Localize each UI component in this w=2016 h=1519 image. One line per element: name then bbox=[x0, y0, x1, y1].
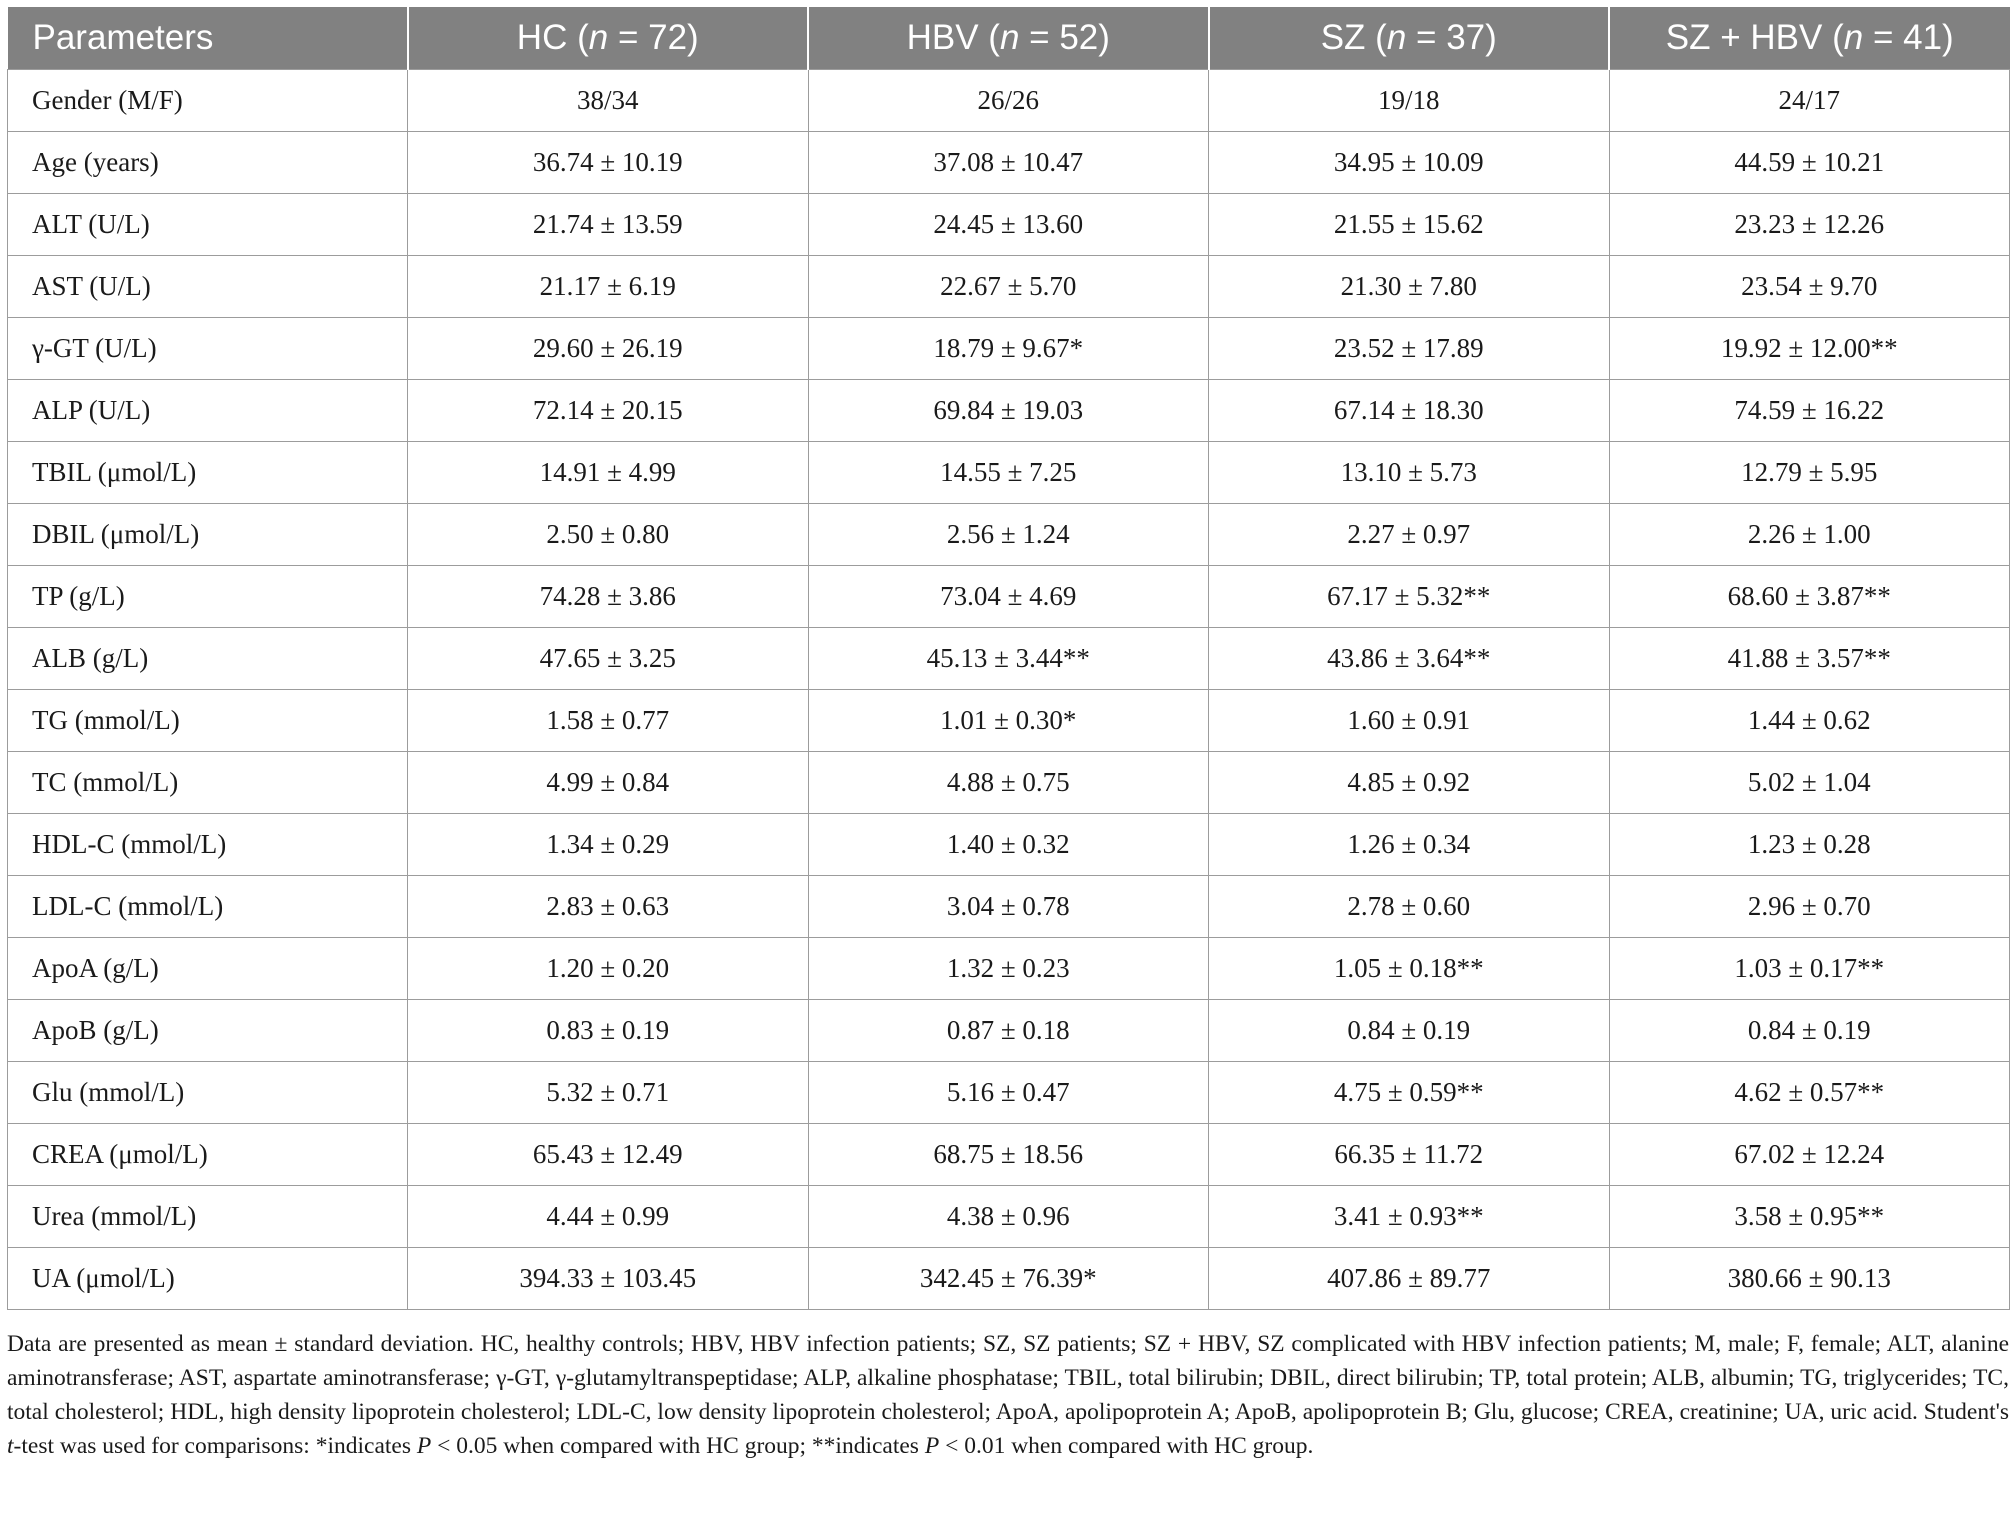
table-cell: 0.84 ± 0.19 bbox=[1609, 1000, 2010, 1062]
header-n-value: 52 bbox=[1059, 18, 1099, 57]
table-cell: 2.26 ± 1.00 bbox=[1609, 504, 2010, 566]
header-hbv: HBV (n = 52) bbox=[808, 7, 1209, 70]
table-cell: 1.26 ± 0.34 bbox=[1209, 814, 1610, 876]
header-parameters: Parameters bbox=[8, 7, 408, 70]
table-cell: 4.62 ± 0.57** bbox=[1609, 1062, 2010, 1124]
row-parameter: TC (mmol/L) bbox=[8, 752, 408, 814]
row-parameter: TG (mmol/L) bbox=[8, 690, 408, 752]
header-group-name: SZ bbox=[1320, 18, 1366, 57]
table-figure bbox=[7, 7, 2009, 1463]
table-cell: 5.02 ± 1.04 bbox=[1609, 752, 2010, 814]
row-parameter: Age (years) bbox=[8, 132, 408, 194]
table-cell: 14.91 ± 4.99 bbox=[408, 442, 809, 504]
table-body bbox=[8, 70, 2010, 1310]
table-row bbox=[8, 442, 2010, 504]
footnote-text: Data are presented as mean ± standard deviation. HC, healthy controls; HBV, HBV infection patients; SZ, SZ patients; SZ + HBV, SZ complicated with HBV infection patients; M, male; F, female; ALT, alanine aminotransferase; AST, aspartate aminotransferase; γ-GT, γ-glutamyltranspeptidase; ALP, alkaline phosphatase; TBIL, total bilirubin; DBIL, direct bilirubin; TP, total protein; ALB, albumin; TG, triglycerides; TC, total cholesterol; HDL, high density lipoprotein cholesterol; LDL-C, low density lipoprotein cholesterol; ApoA, apolipoprotein A; ApoB, apolipoprotein B; Glu, glucose; CREA, creatinine; UA, uric acid. Student's bbox=[7, 1331, 2009, 1425]
table-cell: 1.05 ± 0.18** bbox=[1209, 938, 1610, 1000]
row-parameter: HDL-C (mmol/L) bbox=[8, 814, 408, 876]
header-n-value: 72 bbox=[648, 18, 688, 57]
table-cell: 3.58 ± 0.95** bbox=[1609, 1186, 2010, 1248]
table-cell: 2.50 ± 0.80 bbox=[408, 504, 809, 566]
table-cell: 2.56 ± 1.24 bbox=[808, 504, 1209, 566]
table-row bbox=[8, 132, 2010, 194]
table-row bbox=[8, 380, 2010, 442]
table-cell: 74.59 ± 16.22 bbox=[1609, 380, 2010, 442]
table-cell: 72.14 ± 20.15 bbox=[408, 380, 809, 442]
header-group-name: HBV bbox=[906, 18, 979, 57]
table-cell: 1.20 ± 0.20 bbox=[408, 938, 809, 1000]
table-cell: 14.55 ± 7.25 bbox=[808, 442, 1209, 504]
table-cell: 21.74 ± 13.59 bbox=[408, 194, 809, 256]
table-cell: 36.74 ± 10.19 bbox=[408, 132, 809, 194]
table-cell: 21.17 ± 6.19 bbox=[408, 256, 809, 318]
table-cell: 37.08 ± 10.47 bbox=[808, 132, 1209, 194]
header-n-label: n bbox=[1386, 18, 1407, 57]
header-row bbox=[8, 7, 2010, 70]
table-cell: 1.23 ± 0.28 bbox=[1609, 814, 2010, 876]
row-parameter: UA (μmol/L) bbox=[8, 1248, 408, 1310]
table-row bbox=[8, 1000, 2010, 1062]
table-cell: 1.03 ± 0.17** bbox=[1609, 938, 2010, 1000]
table-cell: 23.52 ± 17.89 bbox=[1209, 318, 1610, 380]
table-cell: 68.60 ± 3.87** bbox=[1609, 566, 2010, 628]
table-cell: 47.65 ± 3.25 bbox=[408, 628, 809, 690]
table-cell: 394.33 ± 103.45 bbox=[408, 1248, 809, 1310]
table-cell: 67.14 ± 18.30 bbox=[1209, 380, 1610, 442]
table-cell: 0.87 ± 0.18 bbox=[808, 1000, 1209, 1062]
table-cell: 0.83 ± 0.19 bbox=[408, 1000, 809, 1062]
row-parameter: ApoB (g/L) bbox=[8, 1000, 408, 1062]
table-cell: 4.99 ± 0.84 bbox=[408, 752, 809, 814]
row-parameter: Gender (M/F) bbox=[8, 70, 408, 132]
table-cell: 12.79 ± 5.95 bbox=[1609, 442, 2010, 504]
table-cell: 21.55 ± 15.62 bbox=[1209, 194, 1610, 256]
table-cell: 69.84 ± 19.03 bbox=[808, 380, 1209, 442]
table-row bbox=[8, 194, 2010, 256]
table-row bbox=[8, 70, 2010, 132]
table-cell: 1.40 ± 0.32 bbox=[808, 814, 1209, 876]
row-parameter: γ-GT (U/L) bbox=[8, 318, 408, 380]
footnote-text: < 0.05 when compared with HC group; **indicates bbox=[431, 1433, 925, 1459]
table-cell: 1.01 ± 0.30* bbox=[808, 690, 1209, 752]
table-row bbox=[8, 628, 2010, 690]
table-cell: 68.75 ± 18.56 bbox=[808, 1124, 1209, 1186]
table-row bbox=[8, 256, 2010, 318]
table-cell: 1.60 ± 0.91 bbox=[1209, 690, 1610, 752]
table-cell: 41.88 ± 3.57** bbox=[1609, 628, 2010, 690]
table-cell: 19/18 bbox=[1209, 70, 1610, 132]
table-row bbox=[8, 876, 2010, 938]
header-sz-hbv: SZ + HBV (n = 41) bbox=[1609, 7, 2010, 70]
row-parameter: ALB (g/L) bbox=[8, 628, 408, 690]
data-table bbox=[7, 7, 2010, 1310]
footnote-text: < 0.01 when compared with HC group. bbox=[939, 1433, 1314, 1459]
table-cell: 407.86 ± 89.77 bbox=[1209, 1248, 1610, 1310]
table-cell: 66.35 ± 11.72 bbox=[1209, 1124, 1610, 1186]
row-parameter: LDL-C (mmol/L) bbox=[8, 876, 408, 938]
table-row bbox=[8, 1186, 2010, 1248]
header-n-value: 37 bbox=[1446, 18, 1486, 57]
header-n-value: 41 bbox=[1903, 18, 1943, 57]
table-cell: 19.92 ± 12.00** bbox=[1609, 318, 2010, 380]
table-cell: 2.78 ± 0.60 bbox=[1209, 876, 1610, 938]
header-n-label: n bbox=[1843, 18, 1864, 57]
table-cell: 26/26 bbox=[808, 70, 1209, 132]
row-parameter: DBIL (μmol/L) bbox=[8, 504, 408, 566]
table-row bbox=[8, 690, 2010, 752]
footnote-text: -test was used for comparisons: *indicates bbox=[13, 1433, 417, 1459]
table-cell: 65.43 ± 12.49 bbox=[408, 1124, 809, 1186]
table-cell: 45.13 ± 3.44** bbox=[808, 628, 1209, 690]
table-cell: 43.86 ± 3.64** bbox=[1209, 628, 1610, 690]
footnote-italic-p: P bbox=[416, 1433, 432, 1459]
table-cell: 2.96 ± 0.70 bbox=[1609, 876, 2010, 938]
header-group-name: HC bbox=[516, 18, 568, 57]
table-cell: 2.83 ± 0.63 bbox=[408, 876, 809, 938]
table-cell: 1.58 ± 0.77 bbox=[408, 690, 809, 752]
table-cell: 29.60 ± 26.19 bbox=[408, 318, 809, 380]
footnote-italic-t: t bbox=[7, 1433, 14, 1459]
table-row bbox=[8, 1248, 2010, 1310]
row-parameter: ApoA (g/L) bbox=[8, 938, 408, 1000]
table-row bbox=[8, 566, 2010, 628]
table-row bbox=[8, 318, 2010, 380]
table-row bbox=[8, 504, 2010, 566]
table-row bbox=[8, 938, 2010, 1000]
table-cell: 1.32 ± 0.23 bbox=[808, 938, 1209, 1000]
table-cell: 38/34 bbox=[408, 70, 809, 132]
table-cell: 34.95 ± 10.09 bbox=[1209, 132, 1610, 194]
footnote-italic-p: P bbox=[924, 1433, 940, 1459]
table-header bbox=[8, 7, 2010, 70]
table-cell: 24/17 bbox=[1609, 70, 2010, 132]
table-cell: 23.23 ± 12.26 bbox=[1609, 194, 2010, 256]
header-n-label: n bbox=[588, 18, 609, 57]
table-cell: 4.75 ± 0.59** bbox=[1209, 1062, 1610, 1124]
row-parameter: Glu (mmol/L) bbox=[8, 1062, 408, 1124]
table-cell: 1.34 ± 0.29 bbox=[408, 814, 809, 876]
table-cell: 342.45 ± 76.39* bbox=[808, 1248, 1209, 1310]
table-row bbox=[8, 1062, 2010, 1124]
table-row bbox=[8, 752, 2010, 814]
table-cell: 44.59 ± 10.21 bbox=[1609, 132, 2010, 194]
header-sz: SZ (n = 37) bbox=[1209, 7, 1610, 70]
header-hc: HC (n = 72) bbox=[408, 7, 809, 70]
row-parameter: TP (g/L) bbox=[8, 566, 408, 628]
table-cell: 380.66 ± 90.13 bbox=[1609, 1248, 2010, 1310]
table-cell: 22.67 ± 5.70 bbox=[808, 256, 1209, 318]
table-cell: 5.32 ± 0.71 bbox=[408, 1062, 809, 1124]
table-cell: 4.38 ± 0.96 bbox=[808, 1186, 1209, 1248]
row-parameter: Urea (mmol/L) bbox=[8, 1186, 408, 1248]
row-parameter: ALP (U/L) bbox=[8, 380, 408, 442]
table-cell: 67.02 ± 12.24 bbox=[1609, 1124, 2010, 1186]
table-footnote bbox=[7, 1327, 2009, 1463]
table-cell: 18.79 ± 9.67* bbox=[808, 318, 1209, 380]
row-parameter: TBIL (μmol/L) bbox=[8, 442, 408, 504]
table-cell: 3.41 ± 0.93** bbox=[1209, 1186, 1610, 1248]
header-n-label: n bbox=[999, 18, 1020, 57]
table-cell: 4.44 ± 0.99 bbox=[408, 1186, 809, 1248]
table-cell: 4.85 ± 0.92 bbox=[1209, 752, 1610, 814]
table-cell: 3.04 ± 0.78 bbox=[808, 876, 1209, 938]
table-cell: 21.30 ± 7.80 bbox=[1209, 256, 1610, 318]
table-cell: 74.28 ± 3.86 bbox=[408, 566, 809, 628]
header-group-name: SZ + HBV bbox=[1665, 18, 1823, 57]
table-cell: 73.04 ± 4.69 bbox=[808, 566, 1209, 628]
table-cell: 1.44 ± 0.62 bbox=[1609, 690, 2010, 752]
table-cell: 0.84 ± 0.19 bbox=[1209, 1000, 1610, 1062]
table-cell: 23.54 ± 9.70 bbox=[1609, 256, 2010, 318]
table-cell: 24.45 ± 13.60 bbox=[808, 194, 1209, 256]
table-row bbox=[8, 1124, 2010, 1186]
table-cell: 5.16 ± 0.47 bbox=[808, 1062, 1209, 1124]
row-parameter: ALT (U/L) bbox=[8, 194, 408, 256]
table-cell: 13.10 ± 5.73 bbox=[1209, 442, 1610, 504]
table-cell: 4.88 ± 0.75 bbox=[808, 752, 1209, 814]
table-row bbox=[8, 814, 2010, 876]
table-cell: 67.17 ± 5.32** bbox=[1209, 566, 1610, 628]
row-parameter: AST (U/L) bbox=[8, 256, 408, 318]
row-parameter: CREA (μmol/L) bbox=[8, 1124, 408, 1186]
table-cell: 2.27 ± 0.97 bbox=[1209, 504, 1610, 566]
